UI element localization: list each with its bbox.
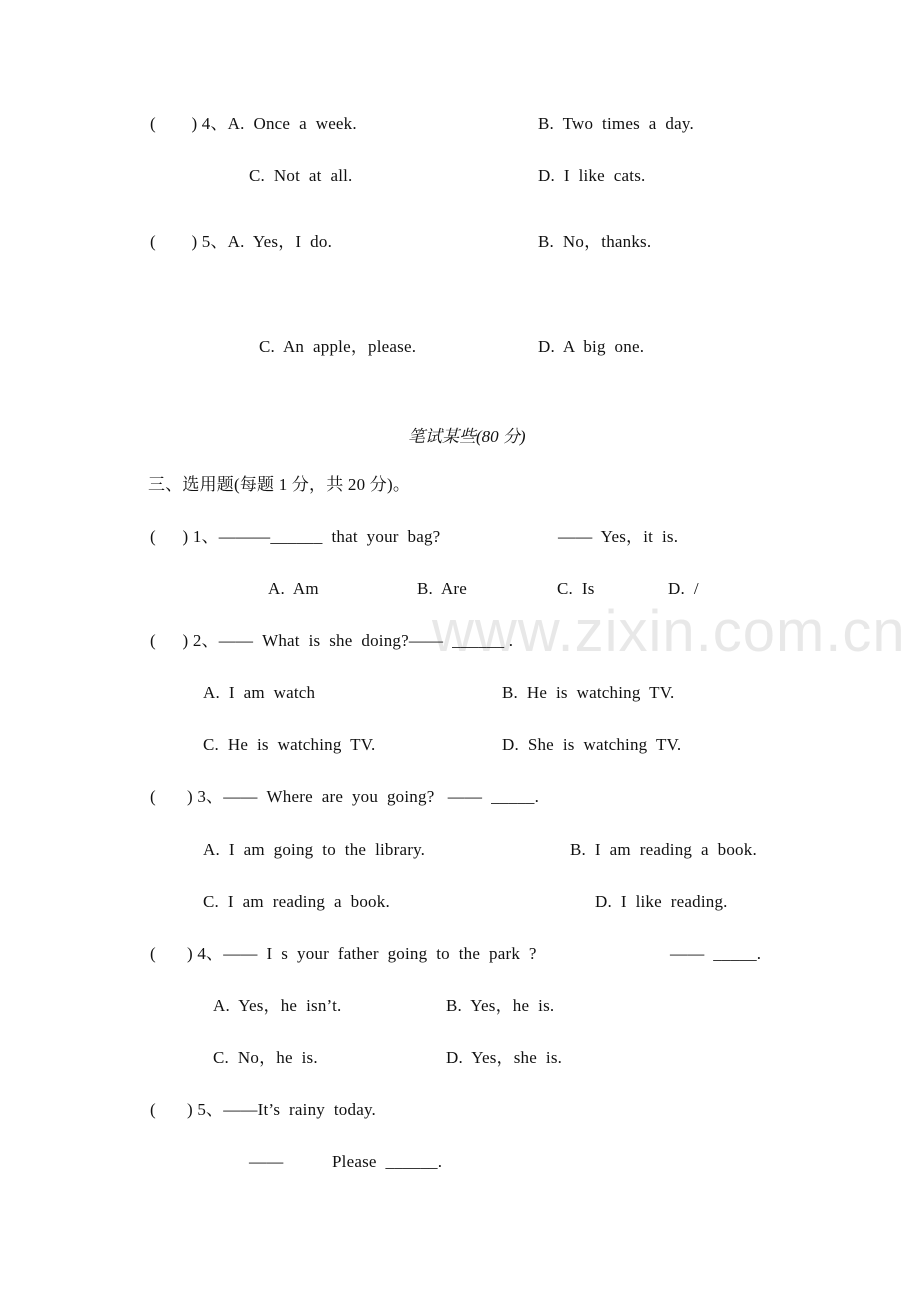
written-q3-option-c: C. I am reading a book. — [203, 892, 390, 911]
written-q2-stem: ( ) 2、—— What is she doing?—— ______ . — [150, 631, 514, 650]
written-q2-option-a: A. I am watch — [203, 683, 316, 702]
listening-q4-option-d: D. I like cats. — [538, 166, 646, 185]
listening-q4-option-b: B. Two times a day. — [538, 114, 694, 133]
written-q4-option-b: B. Yes，he is. — [446, 996, 555, 1015]
written-q4-stem: ( ) 4、—— I s your father going to the park ? — [150, 944, 537, 963]
listening-q5-option-b: B. No，thanks. — [538, 232, 652, 251]
written-q1-option-d: D. / — [668, 579, 699, 598]
written-q1-option-a: A. Am — [268, 579, 319, 598]
written-q3-option-d: D. I like reading. — [595, 892, 728, 911]
written-q3-stem: ( ) 3、—— Where are you going? —— _____. — [150, 787, 540, 806]
listening-q5-option-d: D. A big one. — [538, 337, 645, 356]
written-q5-dash: —— — [249, 1152, 284, 1171]
written-q4-option-c: C. No，he is. — [213, 1048, 318, 1067]
written-q4-option-a: A. Yes，he isn’t. — [213, 996, 342, 1015]
written-q4-answer: —— _____. — [670, 944, 762, 963]
written-q3-option-a: A. I am going to the library. — [203, 840, 426, 859]
written-q2-option-c: C. He is watching TV. — [203, 735, 376, 754]
written-q4-option-d: D. Yes，she is. — [446, 1048, 563, 1067]
written-q1-option-c: C. Is — [557, 579, 595, 598]
listening-q5-option-c: C. An apple，please. — [259, 337, 417, 356]
section-title: 三、选用题(每题 1 分，共 20 分)。 — [148, 475, 411, 494]
written-q2-option-b: B. He is watching TV. — [502, 683, 675, 702]
listening-q4-option-a: ( ) 4、A. Once a week. — [150, 114, 357, 133]
written-q1-answer: —— Yes，it is. — [558, 527, 679, 546]
listening-q5-option-a: ( ) 5、A. Yes，I do. — [150, 232, 333, 251]
written-q1-stem: ( ) 1、———______ that your bag? — [150, 527, 441, 546]
written-q5-answer: Please ______. — [332, 1152, 443, 1171]
written-q1-option-b: B. Are — [417, 579, 468, 598]
written-q5-stem: ( ) 5、——It’s rainy today. — [150, 1100, 376, 1119]
watermark: www.zixin.com.cn — [432, 599, 906, 664]
listening-q4-option-c: C. Not at all. — [249, 166, 353, 185]
written-section-heading: 笔试某些(80 分) — [408, 427, 526, 446]
written-q2-option-d: D. She is watching TV. — [502, 735, 682, 754]
written-q3-option-b: B. I am reading a book. — [570, 840, 757, 859]
